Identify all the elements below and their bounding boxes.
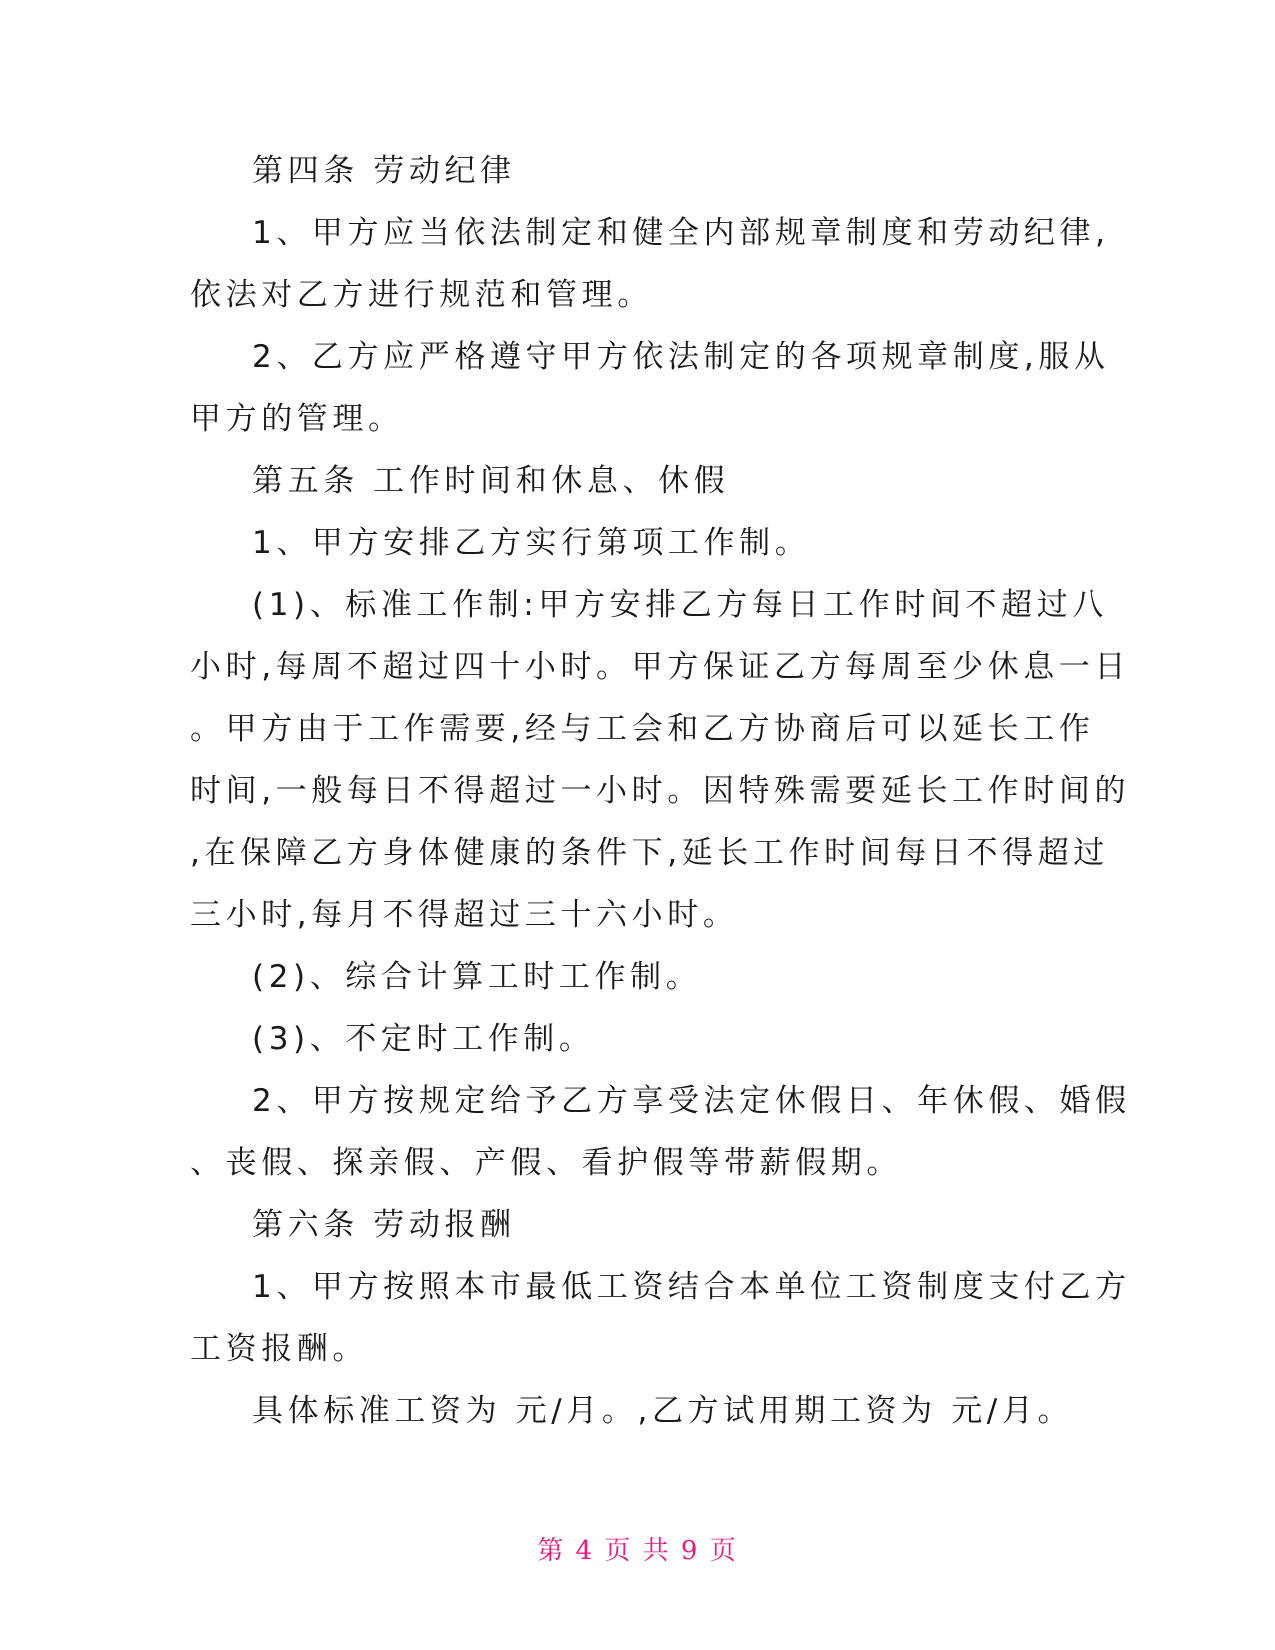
paragraph-line: 1、甲方安排乙方实行第项工作制。 [252,525,811,561]
paragraph-line: 、丧假、探亲假、产假、看护假等带薪假期。 [190,1145,902,1181]
paragraph-line: 三小时,每月不得超过三十六小时。 [190,897,739,933]
article-5-heading: 第五条 工作时间和休息、休假 [252,463,730,499]
article-4-heading: 第四条 劳动纪律 [252,153,516,189]
paragraph-line: 2、乙方应严格遵守甲方依法制定的各项规章制度,服从 [252,339,1110,375]
paragraph-line: 工资报酬。 [190,1331,368,1367]
document-body [190,140,1131,1442]
paragraph-line: 具体标准工资为 元/月。,乙方试用期工资为 元/月。 [252,1393,1074,1429]
paragraph-line: 2、甲方按规定给予乙方享受法定休假日、年休假、婚假 [252,1083,1131,1119]
paragraph-line: (3)、不定时工作制。 [252,1021,595,1057]
page-number-footer: 第 4 页 共 9 页 [537,1536,738,1566]
paragraph-line: 小时,每周不超过四十小时。甲方保证乙方每周至少休息一日 [190,649,1131,685]
paragraph-line: 时间,一般每日不得超过一小时。因特殊需要延长工作时间的 [190,773,1131,809]
paragraph-line: (1)、标准工作制:甲方安排乙方每日工作时间不超过八 [252,587,1108,623]
paragraph-line: (2)、综合计算工时工作制。 [252,959,702,995]
paragraph-line: ,在保障乙方身体健康的条件下,延长工作时间每日不得超过 [190,835,1109,871]
paragraph-line: 1、甲方应当依法制定和健全内部规章制度和劳动纪律, [252,215,1110,251]
paragraph-line: 1、甲方按照本市最低工资结合本单位工资制度支付乙方 [252,1269,1131,1305]
paragraph-line: 甲方的管理。 [190,401,404,437]
paragraph-line: 依法对乙方进行规范和管理。 [190,277,653,313]
paragraph-line: 。甲方由于工作需要,经与工会和乙方协商后可以延长工作 [190,711,1095,747]
article-6-heading: 第六条 劳动报酬 [252,1207,516,1243]
